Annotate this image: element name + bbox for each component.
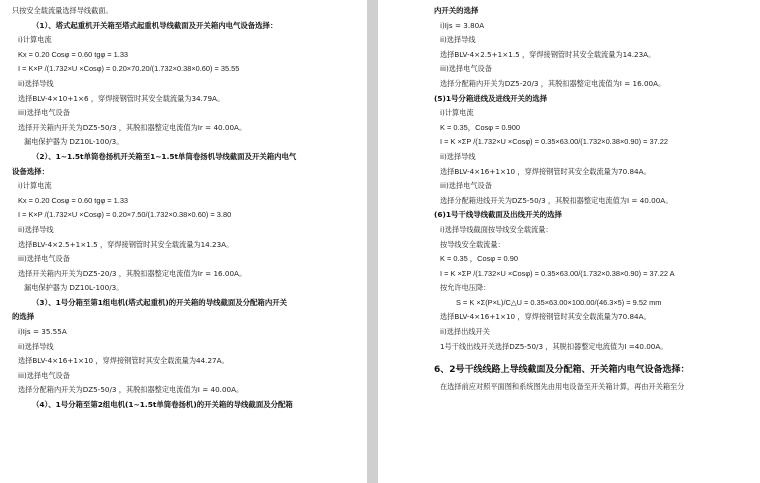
document-page-left	[0, 0, 367, 483]
right-page-line: 选择BLV-4×16+1×10 ，穿焊接钢管时其安全载流量为70.84A。	[440, 312, 651, 322]
left-page-line: I = K×P /(1.732×U ×Cosφ) = 0.20×70.20/(1.732×0.38×0.60) = 35.55	[18, 64, 240, 74]
left-page-line: Kx = 0.20 Cosφ = 0.60 tgφ = 1.33	[18, 49, 129, 59]
left-page-line: 选择分配箱内开关为DZ5-50/3 ，其脱扣器整定电流值为I = 40.00A。	[18, 385, 244, 395]
left-page-line: （3）、1号分箱至第1组电机(塔式起重机)的开关箱的导线截面及分配箱内开关	[32, 297, 287, 307]
left-page-line: iii)选择电气设备	[18, 108, 70, 118]
left-page-line: ii)选择导线	[18, 78, 54, 88]
left-page-line: i)Ijs = 35.55A	[18, 327, 67, 337]
left-page-line: 设备选择：	[12, 166, 49, 176]
right-page-line: 按导线安全载流量：	[440, 239, 505, 249]
right-page-line: K = 0.35，Cosφ = 0.900	[440, 122, 520, 132]
right-page-line: (5)1号分箱进线及进线开关的选择	[434, 93, 548, 103]
left-page-line: Kx = 0.20 Cosφ = 0.60 tgφ = 1.33	[18, 195, 129, 205]
left-page-line: I = K×P /(1.732×U ×Cosφ) = 0.20×7.50/(1.732×0.38×0.60) = 3.80	[18, 210, 232, 220]
right-page-line: 选择分配箱内开关为DZ5-20/3 ，其脱扣器整定电流值为I = 16.00A。	[440, 78, 666, 88]
left-page-line: 漏电保护器为 DZ10L-100/3。	[24, 283, 124, 293]
document-page-right	[378, 0, 760, 483]
left-page-line: 选择BLV-4×16+1×10 ，穿焊接钢管时其安全载流量为44.27A。	[18, 356, 229, 366]
right-page-line: 选择BLV-4×16+1×10 ，穿焊接钢管时其安全载流量为70.84A。	[440, 166, 651, 176]
right-page-line: iii)选择电气设备	[440, 64, 492, 74]
right-page-line: ii)选择导线	[440, 35, 476, 45]
right-page-line: 6、2号干线线路上导线截面及分配箱、开关箱内电气设备选择：	[434, 365, 690, 376]
right-page-line: ii)选择出线开关	[440, 327, 490, 337]
right-page-line: (6)1号干线导线截面及出线开关的选择	[434, 210, 562, 220]
left-page-line: 漏电保护器为 DZ10L-100/3。	[24, 137, 124, 147]
right-page-line: 选择BLV-4×2.5+1×1.5 ，穿焊接钢管时其安全载流量为14.23A。	[440, 49, 656, 59]
right-page-line: 按允许电压降：	[440, 283, 491, 293]
right-page-line: iii)选择电气设备	[440, 181, 492, 191]
page-gap	[367, 0, 378, 483]
right-page-line: 在选择前应对照平面图和系统图先由用电设备至开关箱计算，再由开关箱至分	[440, 382, 685, 392]
right-page-line: 内开关的选择	[434, 6, 479, 15]
left-page-line: 选择BLV-4×2.5+1×1.5 ，穿焊接钢管时其安全载流量为14.23A。	[18, 239, 234, 249]
right-page-line: i)选择导线截面按导线安全载流量：	[440, 224, 553, 234]
left-page-line: i)计算电流	[18, 181, 52, 191]
right-page-line: ii)选择导线	[440, 151, 476, 161]
left-page-line: ii)选择导线	[18, 341, 54, 351]
left-page-line: （1）、塔式起重机开关箱至塔式起重机导线截面及开关箱内电气设备选择：	[32, 20, 278, 30]
left-page-line: 选择开关箱内开关为DZ5-20/3 ，其脱扣器整定电流值为Ir = 16.00A。	[18, 268, 247, 278]
right-page-line: 选择分配箱进线开关为DZ5-50/3 ，其脱扣器整定电流值为I = 40.00A。	[440, 195, 673, 205]
right-page-line: S = K ×Σ(P×L)/C△U = 0.35×63.00×100.00/(46.3×5) = 9.52 mm	[456, 297, 662, 307]
left-page-line: 只按安全载流量选择导线截面。	[12, 6, 113, 15]
left-page-line: （4）、1号分箱至第2组电机(1~1.5t单筒卷扬机)的开关箱的导线截面及分配箱	[32, 400, 293, 410]
left-page-line: 选择开关箱内开关为DZ5-50/3 ，其脱扣器整定电流值为Ir = 40.00A。	[18, 122, 247, 132]
right-page-line: i)计算电流	[440, 108, 474, 118]
right-page-line: I = K ×ΣP /(1.732×U ×Cosφ) = 0.35×63.00/(1.732×0.38×0.90) = 37.22	[440, 137, 669, 147]
left-page-line: （2）、1~1.5t单筒卷扬机开关箱至1~1.5t单筒卷扬机导线截面及开关箱内电气	[32, 151, 297, 161]
left-page-line: iii)选择电气设备	[18, 370, 70, 380]
right-page-line: K = 0.35 ，Cosφ = 0.90	[440, 254, 518, 264]
left-page-line: 的选择	[12, 312, 35, 322]
right-page-line: i)Ijs = 3.80A	[440, 20, 485, 30]
left-page-line: iii)选择电气设备	[18, 254, 70, 264]
left-page-line: ii)选择导线	[18, 224, 54, 234]
left-page-line: i)计算电流	[18, 35, 52, 45]
right-page-line: 1号干线出线开关选择DZ5-50/3 ，其脱扣器整定电流值为I =40.00A。	[440, 341, 668, 351]
right-page-line: I = K ×ΣP /(1.732×U ×Cosφ) = 0.35×63.00/(1.732×0.38×0.90) = 37.22 A	[440, 268, 675, 278]
left-page-line: 选择BLV-4×10+1×6 ，穿焊接钢管时其安全载流量为34.79A。	[18, 93, 225, 103]
